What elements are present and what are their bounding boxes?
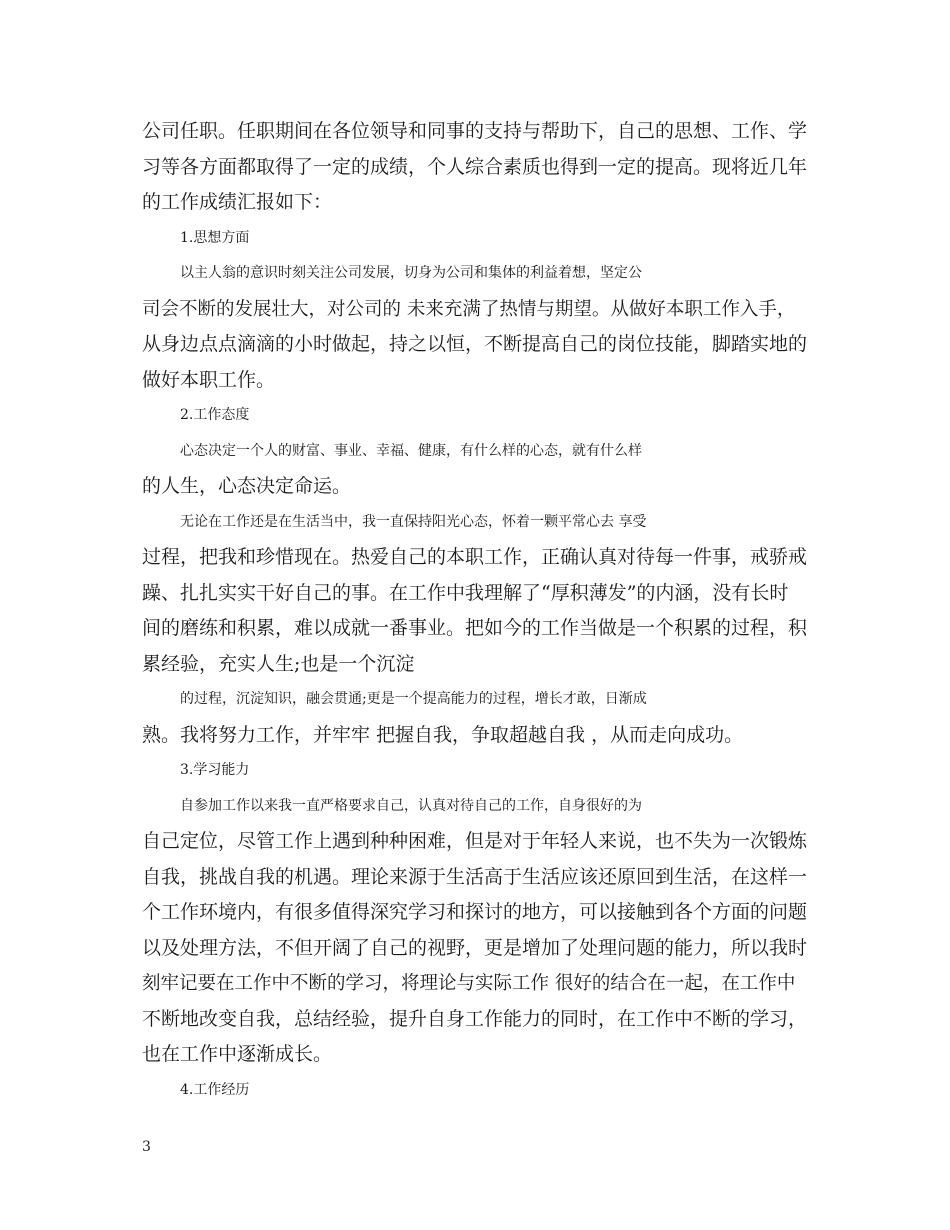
page-number: 3 xyxy=(142,1139,151,1155)
text-line: 自参加工作以来我一直严格要求自己，认真对待自己的工作，自身很好的为 xyxy=(180,797,642,814)
text-line: 公司任职。任职期间在各位领导和同事的支持与帮助下，自己的思想、工作、学 xyxy=(142,120,808,142)
text-line: 过程，把我和珍惜现在。热爱自己的本职工作，正确认真对待每一件事，戒骄戒 xyxy=(142,546,808,568)
text-line: 的过程，沉淀知识，融会贯通;更是一个提高能力的过程，增长才敢，日渐成 xyxy=(180,691,647,707)
text-line: 4.工作经历 xyxy=(180,1081,250,1098)
text-line: 个工作环境内，有很多值得深究学习和探讨的地方，可以接触到各个方面的问题 xyxy=(142,901,808,923)
text-line: 无论在工作还是在生活当中，我一直保持阳光心态，怀着一颗平常心去 享受 xyxy=(180,513,647,530)
text-line: 司会不断的发展壮大，对公司的 未来充满了热情与期望。从做好本职工作入手， xyxy=(142,298,796,320)
text-line: 躁、扎扎实实干好自己的事。在工作中我理解了“厚积薄发”的内涵，没有长时 xyxy=(142,581,789,604)
text-line: 自己定位，尽管工作上遇到种种困难，但是对于年轻人来说，也不失为一次锻炼 xyxy=(142,830,808,852)
text-line: 做好本职工作。 xyxy=(142,368,276,391)
text-line: 累经验，充实人生;也是一个沉淀 xyxy=(142,652,415,675)
text-line: 的人生，心态决定命运。 xyxy=(142,475,352,497)
text-line: 间的磨练和积累，难以成就一番事业。把如今的工作当做是一个积累的过程，积 xyxy=(142,617,808,639)
text-line: 习等各方面都取得了一定的成绩，个人综合素质也得到一定的提高。现将近几年 xyxy=(142,155,808,178)
text-line: 3.学习能力 xyxy=(180,762,250,778)
text-line: 心态决定一个人的财富、事业、幸福、健康，有什么样的心态，就有什么样 xyxy=(180,442,642,459)
text-line: 刻牢记要在工作中不断的学习，将理论与实际工作 很好的结合在一起，在工作中 xyxy=(142,973,796,994)
text-line: 从身边点点滴滴的小时做起，持之以恒，不断提高自己的岗位技能，脚踏实地的 xyxy=(142,333,808,355)
text-line: 1.思想方面 xyxy=(180,229,250,246)
text-line: 2.工作态度 xyxy=(180,407,250,423)
text-line: 以主人翁的意识时刻关注公司发展，切身为公司和集体的利益着想，坚定公 xyxy=(180,265,642,281)
document-body-text xyxy=(142,114,812,1108)
text-line: 自我，挑战自我的机遇。理论来源于生活高于生活应该还原回到生活，在这样一 xyxy=(142,865,808,888)
text-line: 的工作成绩汇报如下： xyxy=(142,191,333,213)
text-line: 以及处理方法，不但开阔了自己的视野，更是增加了处理问题的能力，所以我时 xyxy=(142,936,808,959)
text-line: 不断地改变自我，总结经验，提升自身工作能力的同时，在工作中不断的学习， xyxy=(142,1007,808,1030)
text-line: 也在工作中逐渐成长。 xyxy=(142,1043,333,1065)
text-line: 熟。我将努力工作，并牢牢 把握自我，争取超越自我 ，从而走向成功。 xyxy=(142,723,744,746)
